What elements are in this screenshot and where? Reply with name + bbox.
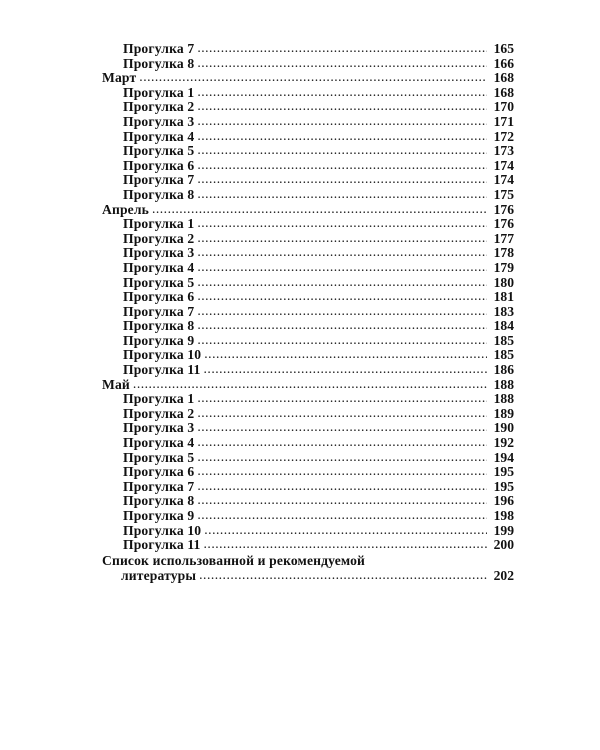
dot-leader <box>197 85 487 100</box>
dot-leader <box>204 537 487 552</box>
dot-leader <box>197 420 487 435</box>
toc-entry[interactable] <box>102 465 514 480</box>
toc-entry-page-number: 190 <box>493 420 514 436</box>
toc-entry-label: Прогулка 5 <box>123 143 195 159</box>
toc-section-entry[interactable] <box>102 203 514 218</box>
toc-entry[interactable] <box>102 276 514 291</box>
toc-entry[interactable] <box>102 232 514 247</box>
dot-leader <box>197 260 487 275</box>
toc-entry-page-number: 168 <box>493 70 514 86</box>
toc-entry-label: Прогулка 9 <box>123 332 195 348</box>
toc-entry-page-number: 174 <box>493 157 514 173</box>
toc-entry-label: Прогулка 6 <box>123 464 195 480</box>
toc-entry-label: Прогулка 9 <box>123 508 195 523</box>
toc-entry[interactable] <box>102 246 514 261</box>
toc-entry-page-number: 174 <box>493 172 514 188</box>
toc-entry[interactable] <box>102 57 514 72</box>
toc-entry-label: Прогулка 8 <box>123 318 195 334</box>
toc-entry-label: Прогулка 11 <box>123 362 201 378</box>
toc-entry-label: Прогулка 1 <box>123 84 195 100</box>
toc-entry-page-number: 200 <box>493 537 514 553</box>
toc-entry[interactable] <box>102 261 514 276</box>
toc-entry[interactable] <box>102 392 514 407</box>
dot-leader <box>197 391 487 406</box>
dot-leader <box>197 318 487 333</box>
toc-entry-page-number: 176 <box>493 216 514 232</box>
dot-leader <box>197 99 487 114</box>
toc-entry-page-number: 171 <box>493 113 514 129</box>
toc-entry-label: Прогулка 2 <box>123 99 195 115</box>
toc-entry-page-number: 188 <box>493 376 514 392</box>
toc-entry-page-number: 184 <box>493 318 514 334</box>
toc-entry-page-number: 185 <box>493 332 514 348</box>
toc-entry-label: Прогулка 7 <box>123 478 195 494</box>
toc-entry-page-number: 170 <box>493 99 514 115</box>
toc-entry-label: Май <box>102 376 130 392</box>
toc-entry-page-number: 185 <box>493 347 514 363</box>
dot-leader <box>204 347 487 362</box>
toc-entry-page-number: 165 <box>493 41 514 56</box>
toc-entry-label: Прогулка 10 <box>123 347 202 363</box>
toc-entry[interactable] <box>102 407 514 422</box>
dot-leader <box>197 304 487 319</box>
toc-entry-page-number: 194 <box>493 449 514 465</box>
toc-entry-bibliography[interactable] <box>102 568 514 584</box>
dot-leader <box>197 158 487 173</box>
toc-entry-page-number: 199 <box>493 522 514 538</box>
toc-entry-label: Прогулка 4 <box>123 435 195 451</box>
toc-entry-page-number: 195 <box>493 478 514 494</box>
dot-leader <box>197 129 487 144</box>
toc-entry-label: Прогулка 3 <box>123 245 195 261</box>
toc-entry[interactable] <box>102 451 514 466</box>
dot-leader <box>197 114 487 129</box>
toc-entry-label: Прогулка 3 <box>123 113 195 129</box>
toc-entry[interactable] <box>102 290 514 305</box>
dot-leader <box>197 333 487 348</box>
toc-entry-label: Прогулка 6 <box>123 289 195 305</box>
toc-entry-page-number: 178 <box>493 245 514 261</box>
toc-entry-label: Прогулка 8 <box>123 493 195 509</box>
toc-entry-label: Прогулка 2 <box>123 230 195 246</box>
toc-entry[interactable] <box>102 538 514 553</box>
toc-entry[interactable] <box>102 319 514 334</box>
dot-leader <box>197 143 487 158</box>
toc-entry-label: Март <box>102 70 137 86</box>
toc-entry[interactable] <box>102 480 514 495</box>
dot-leader <box>139 70 487 85</box>
toc-entry-label: Прогулка 10 <box>123 522 202 538</box>
dot-leader <box>199 567 487 583</box>
toc-entry-label: Прогулка 4 <box>123 128 195 144</box>
toc-entry[interactable] <box>102 509 514 524</box>
toc-entry-label: Прогулка 7 <box>123 303 195 319</box>
toc-entry-label: литературы <box>121 568 197 584</box>
toc-entry-page-number: 177 <box>493 230 514 246</box>
toc-entry-page-number: 172 <box>493 128 514 144</box>
dot-leader <box>197 245 487 260</box>
dot-leader <box>197 275 487 290</box>
toc-entry-label: Прогулка 5 <box>123 274 195 290</box>
toc-entry-page-number: 166 <box>493 55 514 71</box>
toc-entry[interactable] <box>102 436 514 451</box>
toc-entry-page-number: 202 <box>493 568 514 584</box>
toc-entry[interactable] <box>102 130 514 145</box>
dot-leader <box>197 216 487 231</box>
dot-leader <box>197 464 487 479</box>
toc-entry[interactable] <box>102 305 514 320</box>
dot-leader <box>204 523 487 538</box>
dot-leader <box>197 56 487 71</box>
toc-entry[interactable] <box>102 524 514 539</box>
toc-entry[interactable] <box>102 144 514 159</box>
dot-leader <box>197 435 487 450</box>
toc-entry-bibliography-line1[interactable] <box>102 553 514 568</box>
dot-leader <box>197 172 487 187</box>
toc-entry-page-number: 176 <box>493 201 514 217</box>
toc-entry-label: Прогулка 11 <box>123 537 201 553</box>
toc-entry-label: Прогулка 7 <box>123 172 195 188</box>
toc-entry[interactable] <box>102 494 514 509</box>
toc-entry-page-number: 195 <box>493 464 514 480</box>
dot-leader <box>197 450 487 465</box>
dot-leader <box>204 362 487 377</box>
toc-entry-label: Прогулка 4 <box>123 259 195 275</box>
dot-leader <box>152 202 487 217</box>
table-of-contents <box>102 42 514 584</box>
toc-entry[interactable] <box>102 86 514 101</box>
toc-entry[interactable] <box>102 159 514 174</box>
toc-entry-page-number: 168 <box>493 84 514 100</box>
toc-entry[interactable] <box>102 421 514 436</box>
dot-leader <box>133 377 487 392</box>
toc-entry-page-number: 181 <box>493 289 514 305</box>
toc-entry[interactable] <box>102 363 514 378</box>
dot-leader <box>197 187 487 202</box>
toc-entry-label: Прогулка 5 <box>123 449 195 465</box>
toc-entry-page-number: 180 <box>493 274 514 290</box>
toc-entry-page-number: 183 <box>493 303 514 319</box>
toc-entry-page-number: 189 <box>493 405 514 421</box>
dot-leader <box>197 231 487 246</box>
toc-entry-page-number: 196 <box>493 493 514 509</box>
toc-entry-label: Прогулка 1 <box>123 391 195 407</box>
toc-entry[interactable] <box>102 188 514 203</box>
toc-section-entry[interactable] <box>102 71 514 86</box>
toc-entry-label: Прогулка 3 <box>123 420 195 436</box>
toc-section-entry[interactable] <box>102 378 514 393</box>
toc-entry-label: Прогулка 6 <box>123 157 195 173</box>
toc-entry-page-number: 188 <box>493 391 514 407</box>
toc-entry-page-number: 192 <box>493 435 514 451</box>
dot-leader <box>197 479 487 494</box>
toc-entry[interactable] <box>102 100 514 115</box>
toc-entry[interactable] <box>102 173 514 188</box>
dot-leader <box>197 493 487 508</box>
toc-entry-label: Апрель <box>102 201 149 217</box>
toc-entry[interactable] <box>102 348 514 363</box>
dot-leader <box>197 289 487 304</box>
toc-entry-page-number: 173 <box>493 143 514 159</box>
toc-entry-page-number: 186 <box>493 362 514 378</box>
toc-entry[interactable] <box>102 42 514 57</box>
toc-entry-label: Список использованной и рекомендуемой <box>102 552 366 568</box>
toc-entry-label: Прогулка 7 <box>123 41 195 56</box>
dot-leader <box>197 406 487 421</box>
toc-entry[interactable] <box>102 217 514 232</box>
toc-entry-label: Прогулка 2 <box>123 405 195 421</box>
toc-entry-page-number: 175 <box>493 186 514 202</box>
toc-entry-label: Прогулка 8 <box>123 186 195 202</box>
toc-entry-page-number: 198 <box>493 508 514 523</box>
toc-entry[interactable] <box>102 115 514 130</box>
toc-entry-label: Прогулка 8 <box>123 55 195 71</box>
toc-entry-page-number: 179 <box>493 259 514 275</box>
dot-leader <box>197 41 487 56</box>
dot-leader <box>197 508 487 523</box>
toc-entry-label: Прогулка 1 <box>123 216 195 232</box>
toc-entry[interactable] <box>102 334 514 349</box>
